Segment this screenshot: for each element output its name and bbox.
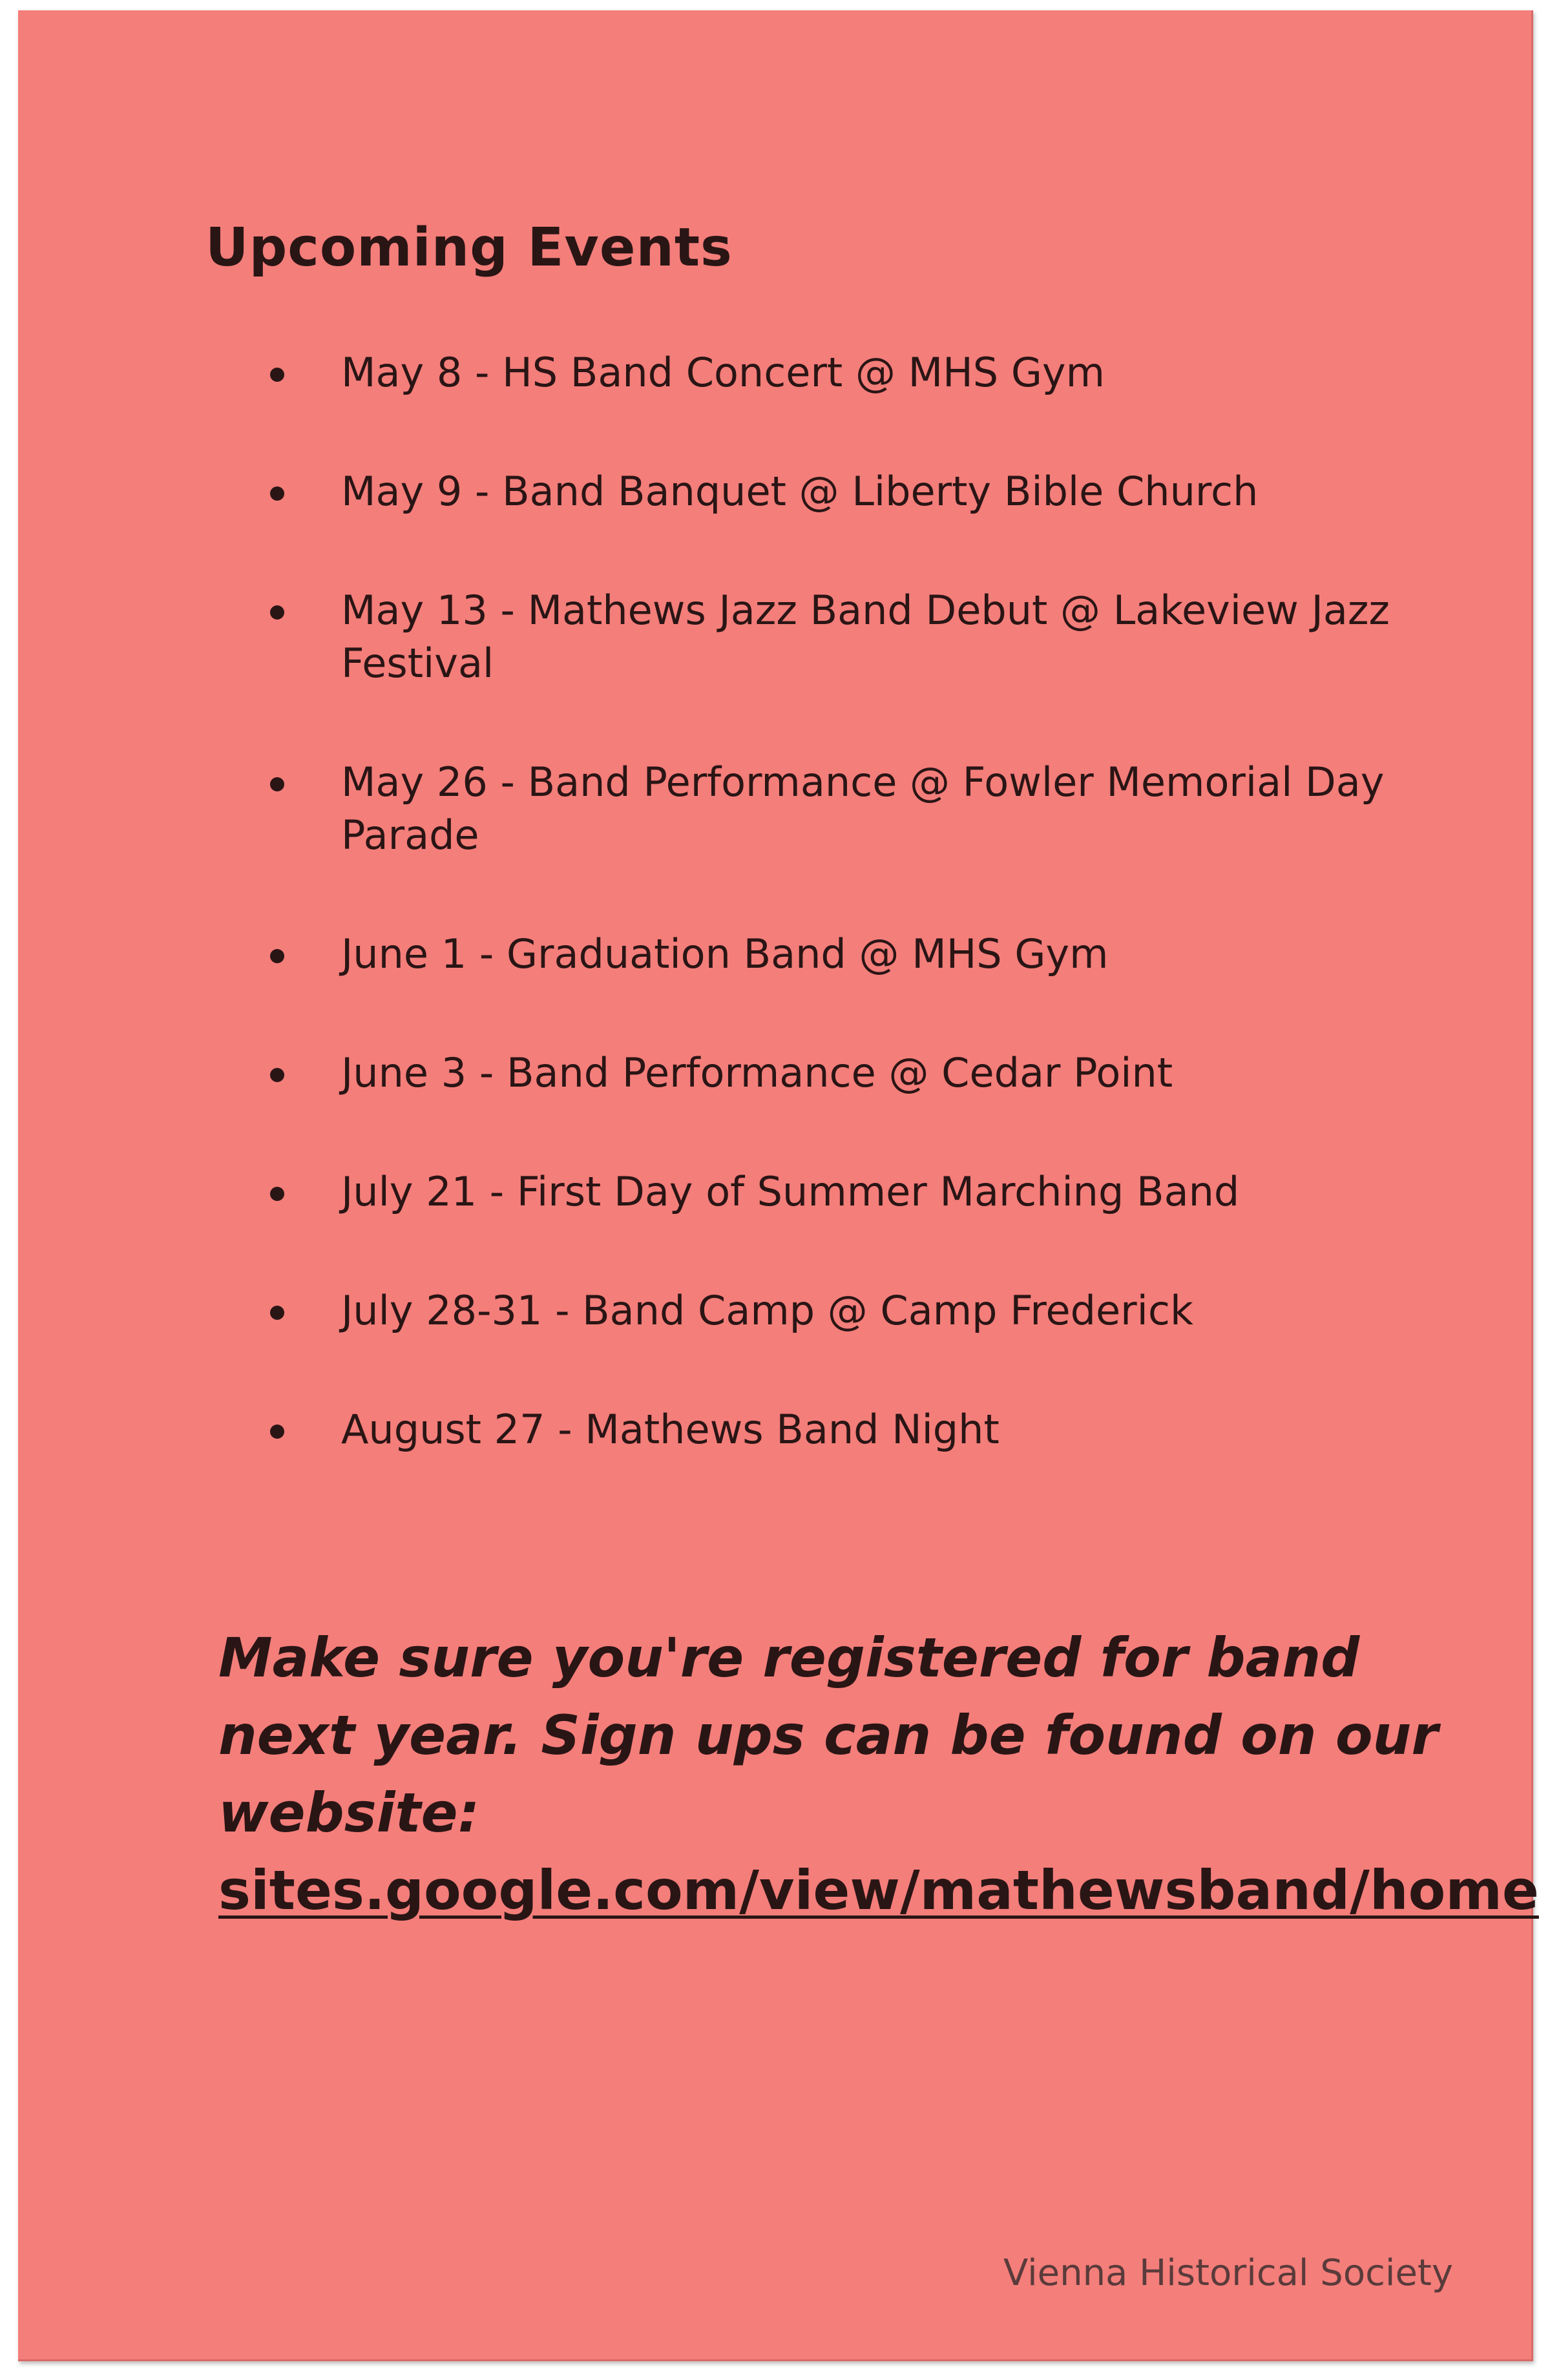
event-item: May 13 - Mathews Jazz Band Debut @ Lakeview Jazz Festival <box>270 584 1485 690</box>
event-item: May 8 - HS Band Concert @ MHS Gym <box>270 346 1485 399</box>
event-item: May 9 - Band Banquet @ Liberty Bible Church <box>270 465 1485 518</box>
watermark: Vienna Historical Society <box>1003 2252 1453 2294</box>
event-item: August 27 - Mathews Band Night <box>270 1403 1485 1456</box>
registration-text: Make sure you're registered for band next year. Sign ups can be found on our website: <box>218 1626 1438 1844</box>
event-item: July 21 - First Day of Summer Marching Band <box>270 1165 1485 1218</box>
website-link[interactable]: sites.google.com/view/mathewsband/home <box>218 1859 1539 1922</box>
registration-notice <box>218 1619 1539 1929</box>
events-list <box>270 346 1485 1522</box>
event-item: June 1 - Graduation Band @ MHS Gym <box>270 928 1485 981</box>
event-item: May 26 - Band Performance @ Fowler Memorial Day Parade <box>270 756 1485 862</box>
page-title: Upcoming Events <box>205 217 733 278</box>
event-item: June 3 - Band Performance @ Cedar Point <box>270 1047 1485 1100</box>
flyer-page <box>18 10 1539 2361</box>
event-item: July 28-31 - Band Camp @ Camp Frederick <box>270 1284 1485 1337</box>
